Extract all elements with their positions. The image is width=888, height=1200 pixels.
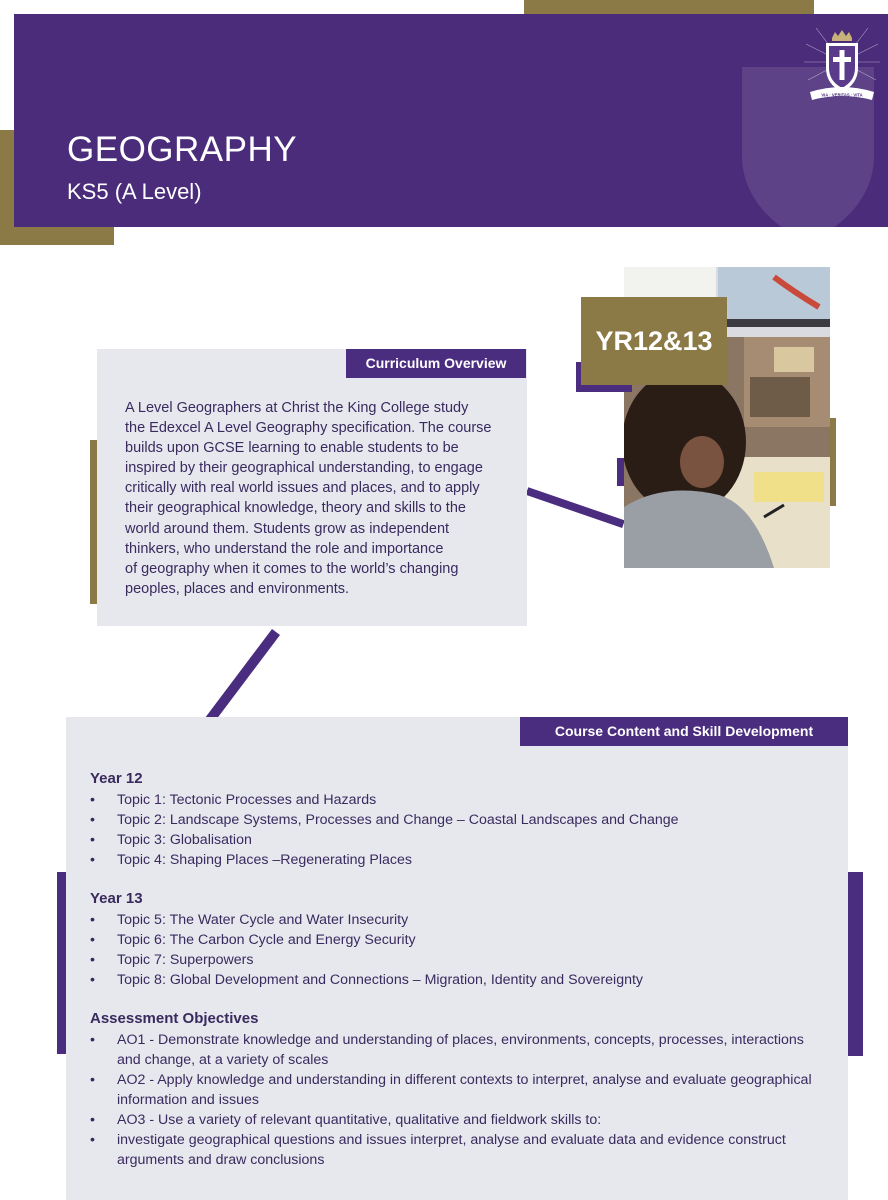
overview-line: the Edexcel A Level Geography specification. The course — [125, 420, 492, 437]
page-subtitle: KS5 (A Level) — [67, 179, 202, 204]
assessment-heading: Assessment Objectives — [90, 1010, 259, 1027]
bullet-icon: • — [90, 1072, 95, 1088]
list-item: • Topic 3: Globalisation — [90, 832, 252, 848]
overview-line: inspired by their geographical understanding, to engage — [125, 460, 483, 477]
content-accent-left — [57, 872, 66, 1054]
svg-text:VIA · VERITAS · VITA: VIA · VERITAS · VITA — [821, 92, 863, 98]
overview-line: critically with real world issues and places, and to apply — [125, 480, 480, 497]
overview-line: their geographical knowledge, theory and skills to the — [125, 500, 466, 517]
bullet-icon: • — [90, 792, 95, 808]
bullet-icon: • — [90, 812, 95, 828]
list-item: • Topic 2: Landscape Systems, Processes and Change – Coastal Landscapes and Change — [90, 812, 679, 828]
year13-heading: Year 13 — [90, 890, 143, 907]
year13-topic-list — [90, 910, 830, 990]
bullet-icon: • — [90, 912, 95, 928]
curriculum-overview-text — [125, 398, 517, 599]
list-item: • Topic 5: The Water Cycle and Water Insecurity — [90, 912, 409, 928]
overview-line: A Level Geographers at Christ the King College study — [125, 400, 469, 416]
list-item: • investigate geographical questions and issues interpret, analyse and evaluate data and evidence construct arguments and draw conclusions — [90, 1132, 786, 1168]
year12-topic-list — [90, 790, 830, 870]
overview-line: of geography when it comes to the world’s changing — [125, 560, 459, 577]
list-item: • Topic 1: Tectonic Processes and Hazards — [90, 792, 377, 808]
bullet-icon: • — [90, 1032, 95, 1048]
bullet-icon: • — [90, 1112, 95, 1128]
page-title: GEOGRAPHY — [67, 130, 298, 169]
overview-line: world around them. Students grow as independent — [125, 520, 450, 537]
content-accent-right — [848, 872, 863, 1056]
bullet-icon: • — [90, 832, 95, 848]
list-item: • AO2 - Apply knowledge and understanding in different contexts to interpret, analyse and evaluate geographical information and issues — [90, 1072, 812, 1108]
bullet-icon: • — [90, 932, 95, 948]
list-item: • Topic 8: Global Development and Connections – Migration, Identity and Sovereignty — [90, 972, 644, 988]
curriculum-overview-tag: Curriculum Overview — [346, 349, 526, 378]
bullet-icon: • — [90, 1132, 95, 1148]
year12-heading: Year 12 — [90, 770, 143, 787]
connector-overview-to-content — [204, 629, 280, 725]
bullet-icon: • — [90, 952, 95, 968]
list-item: • Topic 6: The Carbon Cycle and Energy Security — [90, 932, 416, 948]
overview-line: builds upon GCSE learning to enable students to be — [125, 440, 459, 457]
year-badge: YR12&13 — [581, 297, 727, 385]
assessment-objectives-list — [90, 1030, 830, 1170]
list-item: • Topic 7: Superpowers — [90, 952, 254, 968]
course-content-tag: Course Content and Skill Development — [520, 717, 848, 746]
list-item: • Topic 4: Shaping Places –Regenerating Places — [90, 852, 412, 868]
bullet-icon: • — [90, 972, 95, 988]
school-crest-logo — [804, 24, 880, 106]
list-item: • AO3 - Use a variety of relevant quantitative, qualitative and fieldwork skills to: — [90, 1112, 602, 1128]
overview-line: peoples, places and environments. — [125, 580, 350, 597]
page-header — [14, 14, 888, 227]
overview-line: thinkers, who understand the role and importance — [125, 540, 444, 557]
connector-overview-to-photo — [526, 487, 625, 528]
list-item: • AO1 - Demonstrate knowledge and understanding of places, environments, concepts, processes, interactions and change, at a variety of scales — [90, 1032, 804, 1068]
bullet-icon: • — [90, 852, 95, 868]
